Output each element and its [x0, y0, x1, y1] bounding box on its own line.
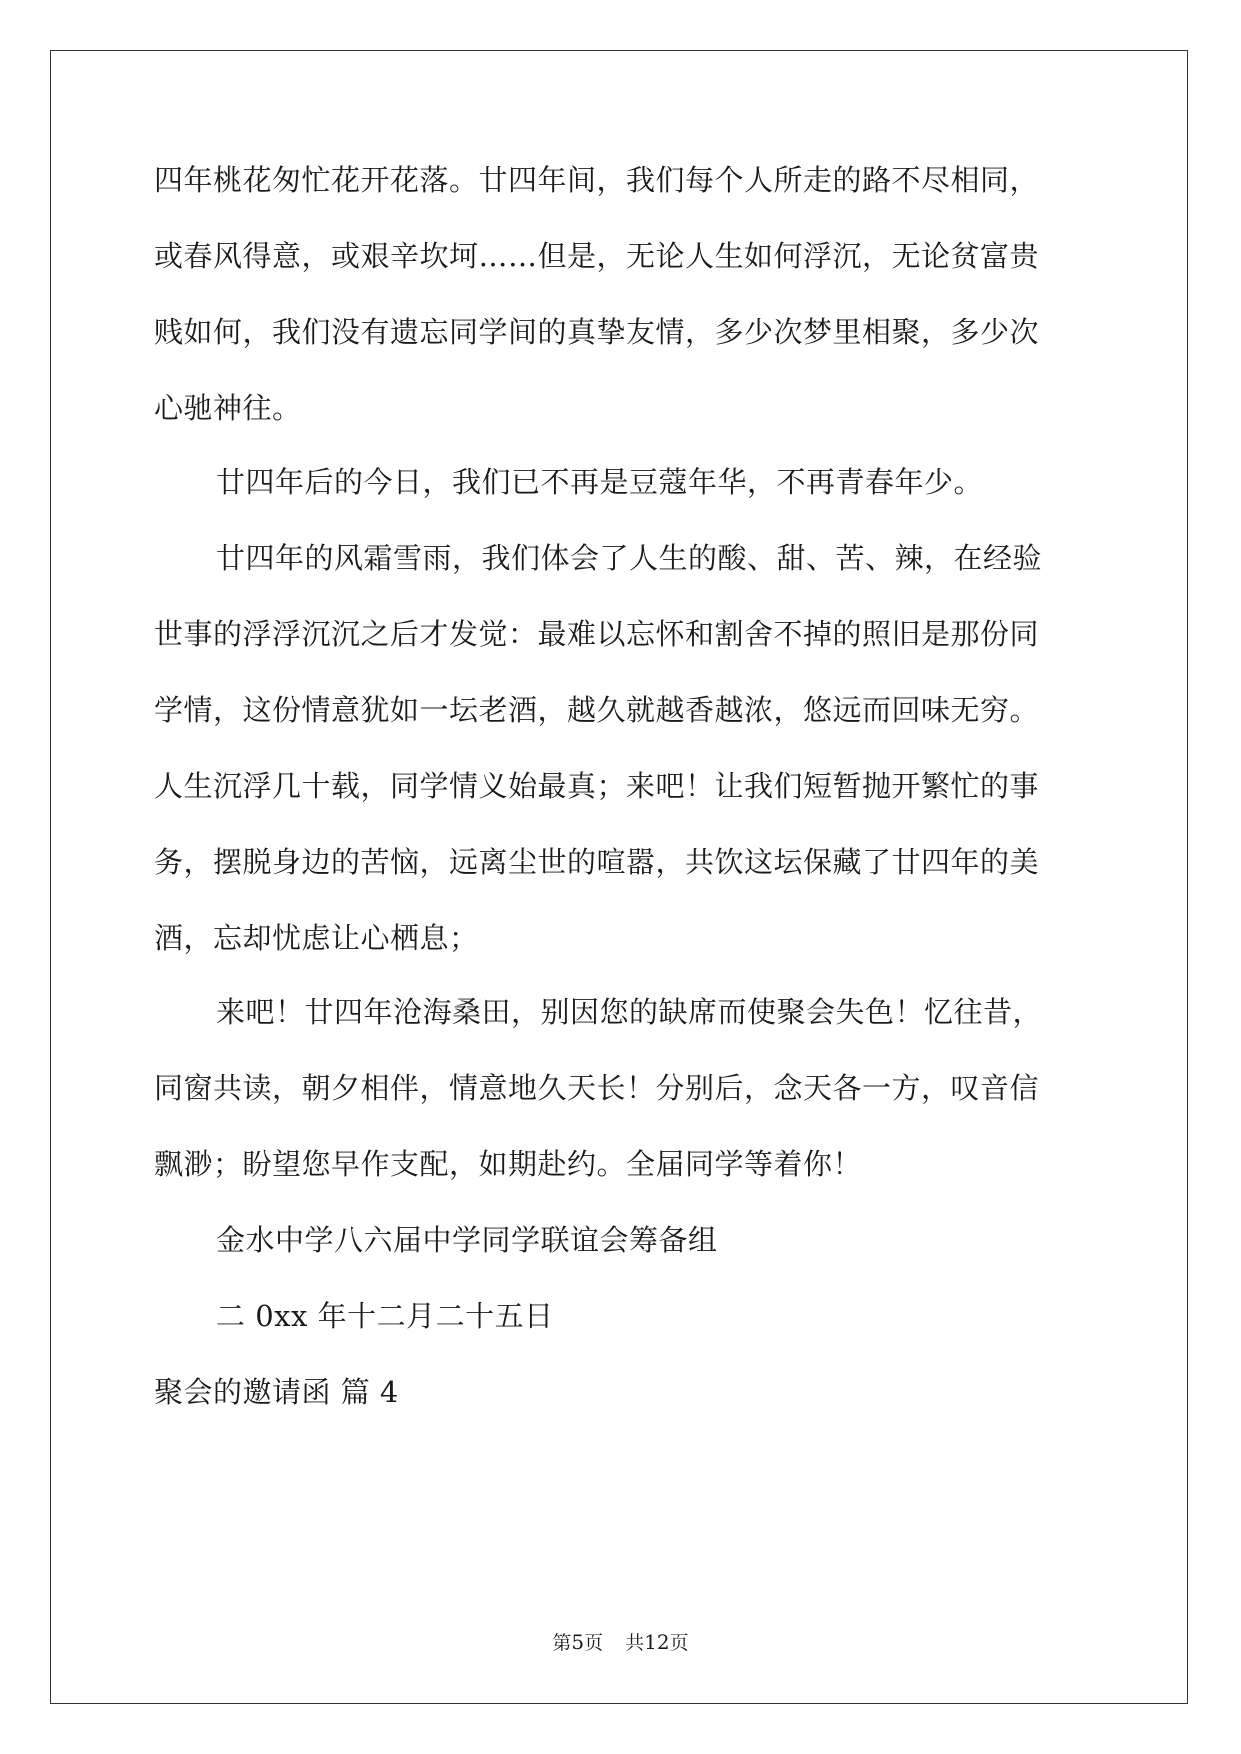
text-line: 廿四年的风霜雪雨，我们体会了人生的酸、甜、苦、辣，在经验 [216, 541, 1043, 575]
footer-prefix: 第 [552, 1632, 572, 1654]
footer-page-suffix: 页 [584, 1632, 604, 1654]
text-line: 世事的浮浮沉沉之后才发觉：最难以忘怀和割舍不掉的照旧是那份同 [154, 617, 1040, 651]
text-line: 来吧！廿四年沧海桑田，别因您的缺席而使聚会失色！忆往昔， [216, 995, 1043, 1029]
text-line: 酒，忘却忧虑让心栖息； [154, 921, 479, 955]
text-line: 贱如何，我们没有遗忘同学间的真挚友情，多少次梦里相聚，多少次 [154, 315, 1040, 349]
text-line: 廿四年后的今日，我们已不再是豆蔻年华，不再青春年少。 [216, 465, 984, 499]
text-line: 四年桃花匆忙花开花落。廿四年间，我们每个人所走的路不尽相同， [154, 163, 1040, 197]
text-line: 学情，这份情意犹如一坛老酒，越久就越香越浓，悠远而回味无穷。 [154, 693, 1040, 727]
text-line: 同窗共读，朝夕相伴，情意地久天长！分别后，念天各一方，叹音信 [154, 1071, 1040, 1105]
footer-page-number: 5 [571, 1630, 585, 1654]
text-line: 心驰神往。 [154, 391, 302, 425]
text-line: 或春风得意，或艰辛坎坷……但是，无论人生如何浮沉，无论贫富贵 [154, 239, 1040, 273]
page-footer [0, 1630, 1241, 1655]
footer-total-prefix: 共 [625, 1632, 645, 1654]
signature-organization: 金水中学八六届中学同学联谊会筹备组 [216, 1223, 718, 1257]
section-heading: 聚会的邀请函 篇 4 [154, 1375, 399, 1409]
text-line: 飘渺；盼望您早作支配，如期赴约。全届同学等着你！ [154, 1147, 863, 1181]
signature-date: 二 0xx 年十二月二十五日 [216, 1299, 554, 1333]
footer-total-pages: 12 [644, 1630, 670, 1654]
text-line: 务，摆脱身边的苦恼，远离尘世的喧嚣，共饮这坛保藏了廿四年的美 [154, 845, 1040, 879]
text-line: 人生沉浮几十载，同学情义始最真；来吧！让我们短暂抛开繁忙的事 [154, 769, 1040, 803]
footer-total-suffix: 页 [669, 1632, 689, 1654]
